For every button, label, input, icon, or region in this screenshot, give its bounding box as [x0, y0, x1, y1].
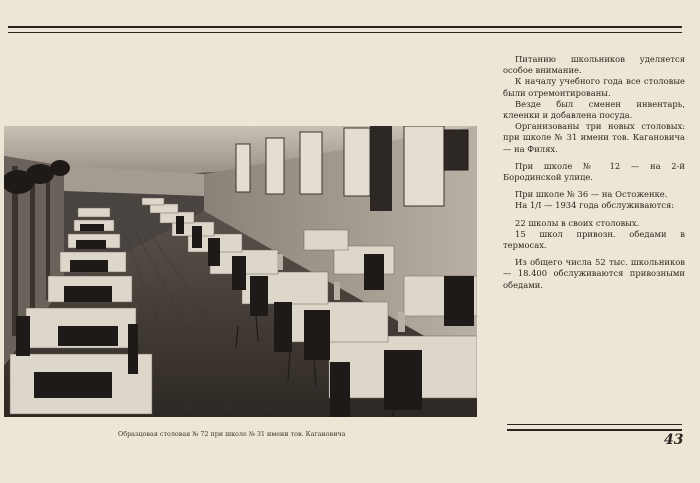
paragraph-6: При школе № 36 — на Остоженке. [515, 189, 668, 200]
paragraph-5: При школе № 12 — на 2-й Бородинской улице. [503, 160, 685, 183]
article-text [503, 54, 685, 291]
photo-caption: Образцовая столовая № 72 при школе № 31 имени тов. Кагановича [118, 430, 346, 438]
paragraph-1: Питанию школьников уделяется особое внимание. [503, 54, 685, 76]
paragraph-4: Организованы три новых столовых: при школе № 31 имени тов. Кагановича — на Филях. [503, 121, 685, 154]
top-rule [8, 26, 682, 33]
paragraph-10: Из общего числа 52 тыс. школьников — 18.400 обслуживаются привозными обедами. [503, 257, 685, 290]
paragraph-7: На 1/I — 1934 года обслуживаются: [515, 200, 675, 211]
paragraph-3: Везде был сменен инвентарь, клеенки и добавлена посуда. [503, 98, 685, 121]
dining-hall-photo [4, 126, 477, 417]
dining-hall-illustration [4, 126, 477, 417]
page-number: 43 [664, 432, 684, 448]
bottom-rule [507, 424, 682, 431]
paragraph-2: К началу учебного года все столовые были отремонтированы. [503, 76, 685, 98]
paragraph-9: 15 школ привозн. обедами в термосах. [503, 228, 685, 251]
paragraph-8: 22 школы в своих столовых. [515, 217, 640, 228]
